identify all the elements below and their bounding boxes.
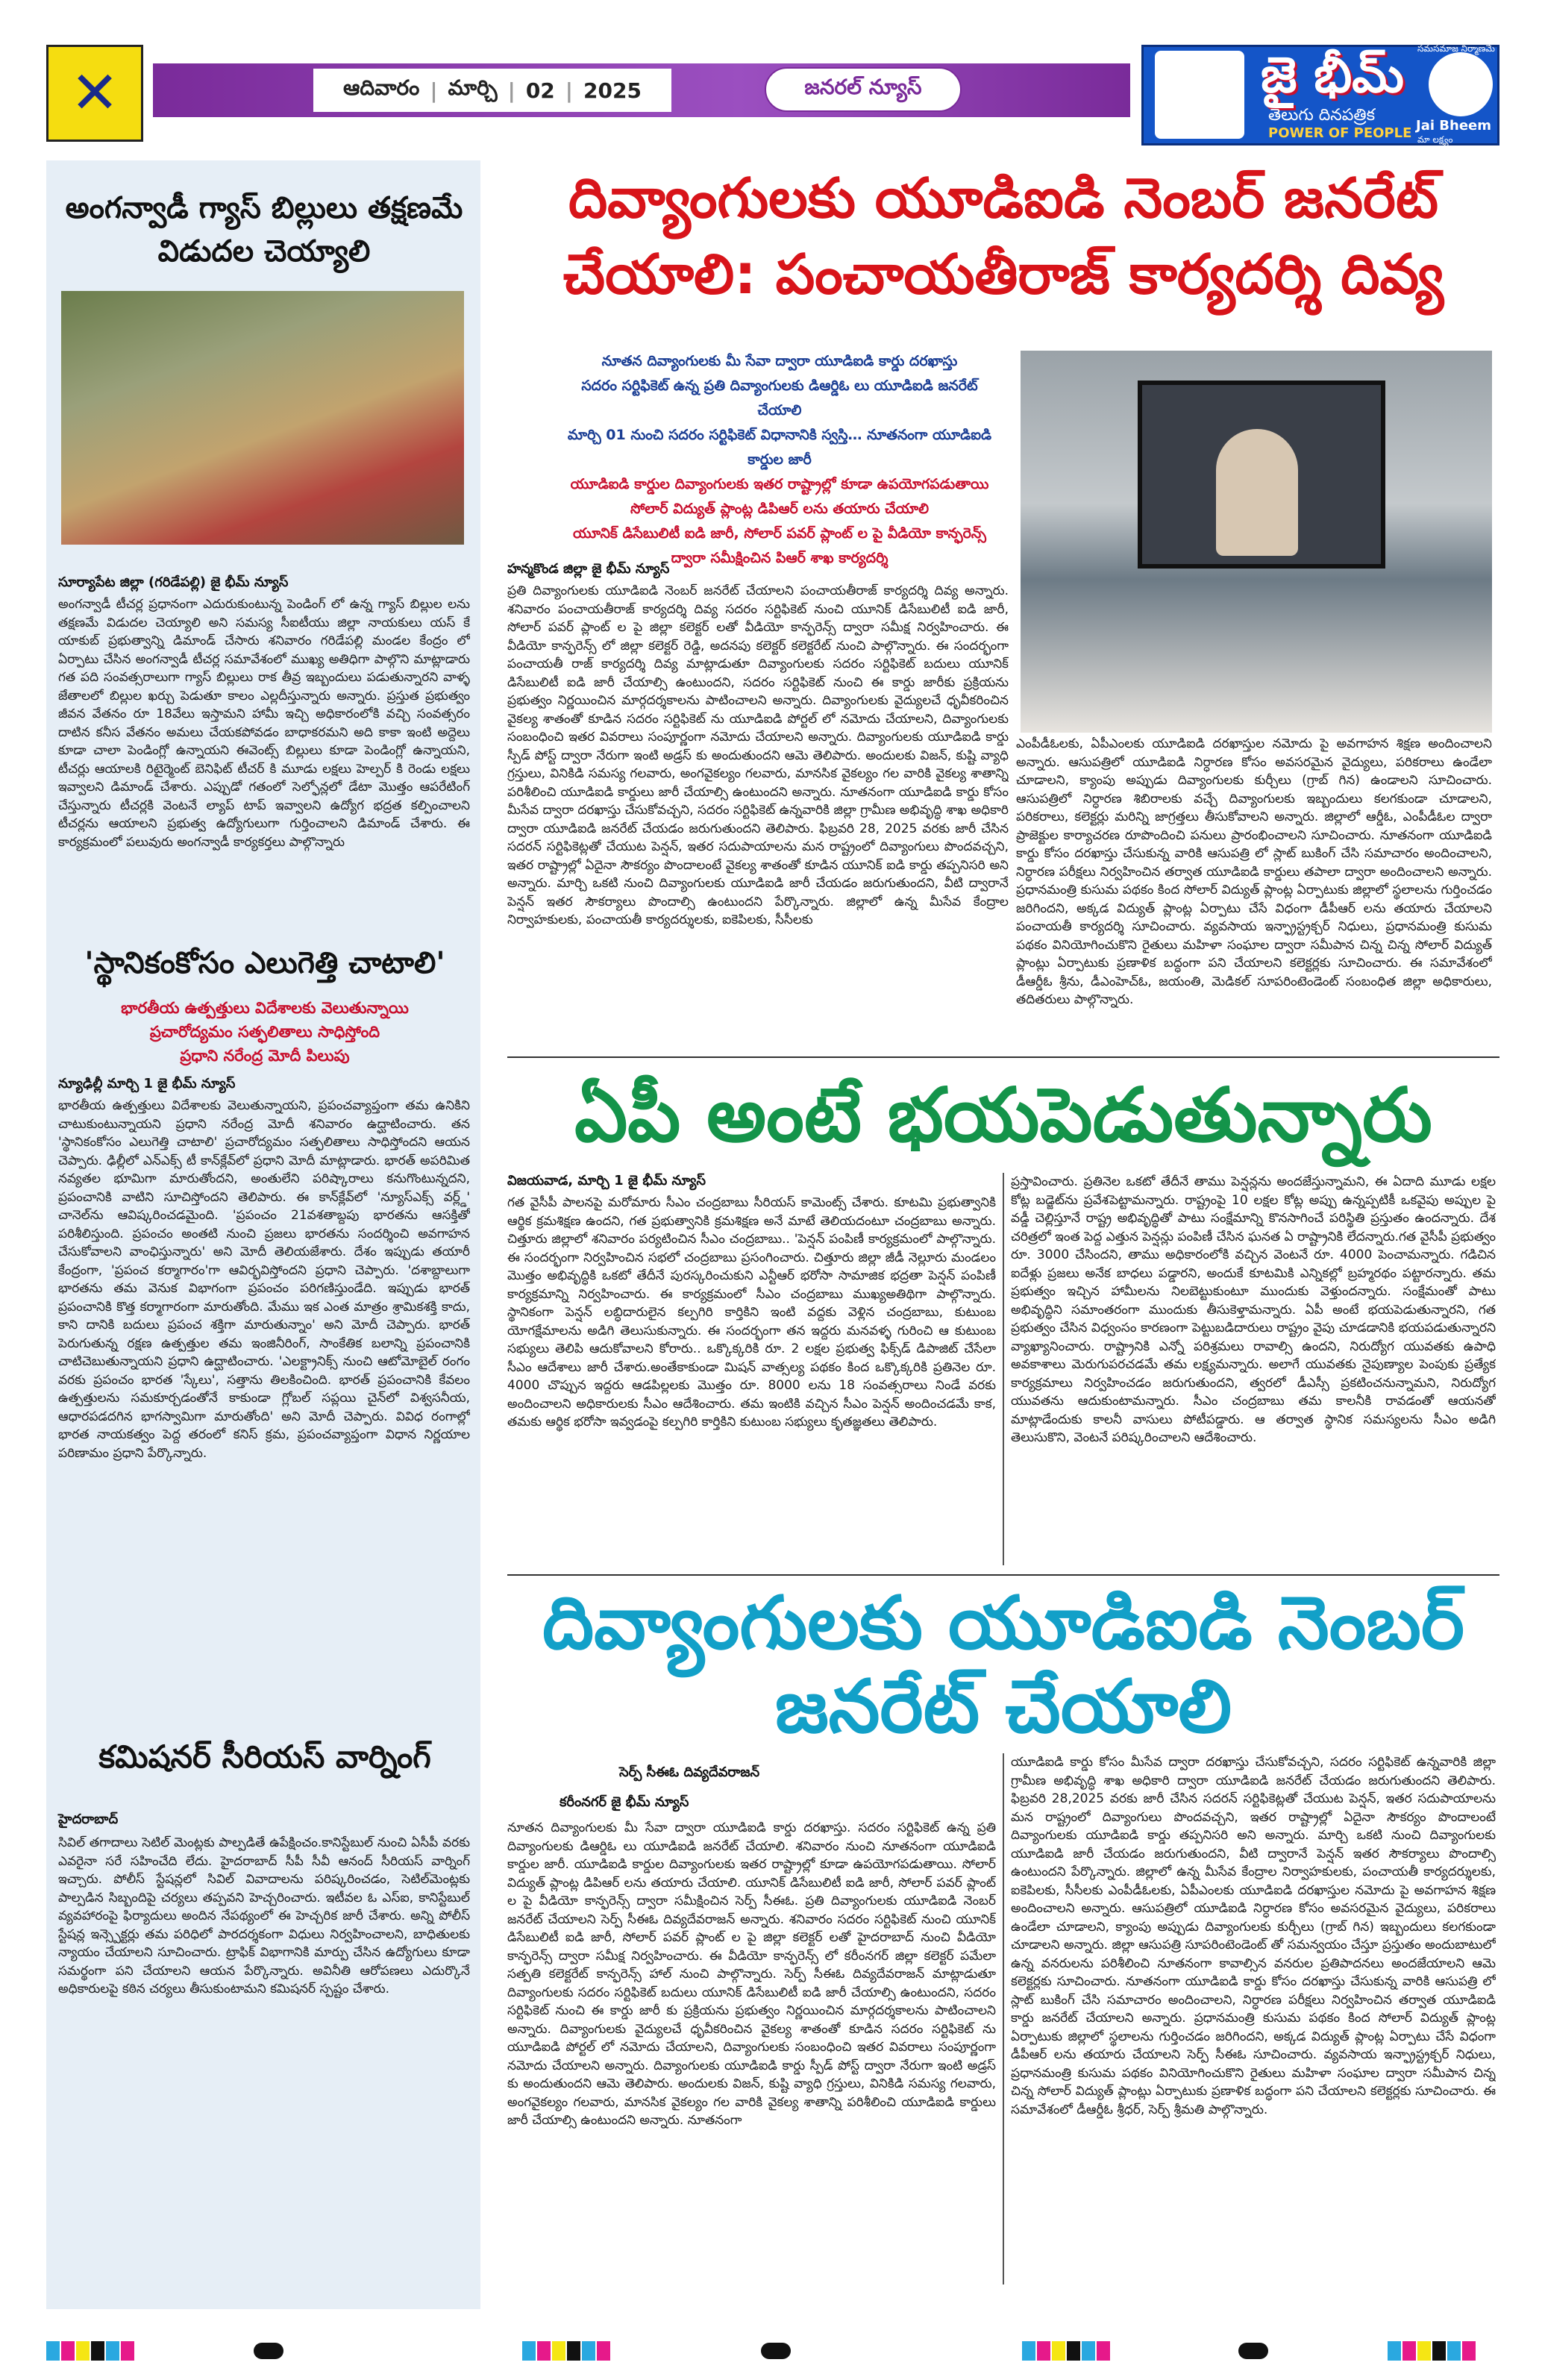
color-registration-strip bbox=[1022, 2341, 1110, 2361]
story2-body-col2: ప్రస్తావించారు. ప్రతినెల ఒకటో తేదీనే తాము పెన్షన్లను అందజేస్తున్నామని, ఈ ఏదాది మూడు లక్షల కోట్ల బడ్జెట్‌ను ప్రవేశపెట్టామన్నారు. రాష్ట్రంపై 10 లక్షల కోట్ల అప్పు ఉన్నప్పటికీ ఒకవైపు అప్పుల పై వడ్డీ చెల్లిస్తూనే రాష్ట్ర అభివృద్ధితో పాటు సంక్షేమాన్ని కొనసాగించే పరిస్థితి ప్రస్తుతం ఉందన్నారు. దేశ చరిత్రలో ఇంత పెద్ద ఎత్తున పెన్షన్లు పంపిణీ చేసిన ఘనత ఏ రాష్ట్రానికి లేదన్నారు.గత వైసీపీ ప్రభుత్వం రూ. 3000 చేసిందని, తాము అధికారంలోకి వచ్చిన వెంటనే రూ. 4000 పెంచామన్నారు. గడిచిన ఐదేళ్లు ప్రజలు అనేక బాధలు పడ్డారని, అందుకే కూటమికి ఎన్నికల్లో బ్రహ్మరథం పట్టారన్నారు. తమ ప్రభుత్వం ఇచ్చిన హామీలను నిలబెట్టుకుంటూ ముందుకు వెళ్తుందన్నారు. సంక్షేమంతో పాటు అభివృద్ధిని సమాంతరంగా ముందుకు తీసుకెళ్తామన్నారు. ఏపీ అంటే భయపెడుతున్నారని, గత ప్రభుత్వం చేసిన విధ్వంసం కారణంగా పెట్టుబడిదారులు రాష్ట్రం వైపు చూడడానికి భయపడుతున్నారని వ్యాఖ్యానించారు. రాష్ట్రానికి ఎన్నో పరిశ్రమలు రావాల్సి ఉందని, నిరుద్యోగ యువతకు ఉపాధి అవకాశాలు మెరుగుపరచడమే తమ లక్ష్యమన్నారు. అలాగే యువతకు నైపుణ్యాల పెంపుకు ప్రత్యేక కార్యక్రమాలు నిర్వహించడం జరుగుతుందని, త్వరలో డీఎస్సీ ప్రకటించనున్నామని, నిరుద్యోగ యువతను ఆదుకుంటామన్నారు. సీఎం చంద్రబాబు తమ కాలనీకి రావడంతో ఆయనతో మాట్లాడేందుకు కాలనీ వాసులు పోటీపడ్డారు. ఆ తర్వాత స్థానిక సమస్యలను సీఎం అడిగి తెలుసుకొని, వెంటనే పరిష్కరించాలని ఆదేశించారు. bbox=[1011, 1174, 1496, 1445]
left-story2-headline: 'స్థానికంకోసం ఎలుగెత్తి చాటాలి' bbox=[84, 946, 445, 980]
story1-byline: హన్మకొండ జిల్లా జై భీమ్ న్యూస్ bbox=[507, 561, 670, 577]
dateline-separator: | bbox=[565, 78, 574, 103]
story3-byline-place: కరీంనగర్ జై భీమ్ న్యూస్ bbox=[560, 1794, 689, 1810]
dateline-day: ఆదివారం bbox=[343, 75, 420, 100]
story2-byline: విజయవాడ, మార్చి 1 జై భీమ్ న్యూస్ bbox=[507, 1173, 706, 1189]
story1-highlight: యూడిఐడి కార్డుల దివ్యాంగులకు ఇతర రాష్ట్రాల్లో కూడా ఉపయోగపడుతాయి bbox=[570, 476, 989, 492]
newspaper-logo-mark: ✕ bbox=[46, 45, 143, 142]
masthead-top-note: సమసమాజ నిర్మాణమే bbox=[1417, 43, 1496, 54]
story1-body-col2: ఎంపీడీఓలకు, ఏపీఎంలకు యూడిఐడి దరఖాస్తుల నమోదు పై అవగాహన శిక్షణ అందించాలని అన్నారు. ఆసుపత్రిలో యూడిఐడి నిర్ధారణ కోసం అవసరమైన వైద్యులు, పరికరాలు ఉండేలా చూడాలని, క్యాంపు అప్పుడు దివ్యాంగులకు కుర్చీలు (గ్రాబ్ గిన) ఉండాలని సూచించారు. ఆసుపత్రిలో నిర్ధారణ శిబిరాలకు వచ్చే దివ్యాంగులకు ఇబ్బందులు కలగకుండా చూడాలని, పరికరాలు, కలెక్టర్లు మరిన్ని జాగ్రత్తలు తీసుకోవాలని అన్నారు. జిల్లాలో ఆర్డీఓ, ఎంపీడీఓల ద్వారా ప్రాజెక్టుల కార్యాచరణ రూపొందించి పనులు ప్రారంభించాలని సూచించారు. నూతనంగా యూడిఐడి కార్డు కోసం దరఖాస్తు చేసుకున్న వారికి ఆసుపత్రి లో స్లాట్ బుకింగ్ చేసి సమాచారం అందించాలని, నిర్ధారణ పరీక్షలు నిర్వహించిన తర్వాత యూడిఐడి కార్డులు తపాలా ద్వారా అందించాలని అన్నారు. ప్రధానమంత్రి కుసుమ పథకం కింద సోలార్ విద్యుత్ ప్లాంట్ల ఏర్పాటుకు జిల్లాలో స్థలాలను గుర్తించడం జరిగిందని, అక్కడ విద్యుత్ ప్లాంట్ల ఏర్పాటు చేసే విధంగా డీపీఆర్ లను తయారు చేయాలని పంచాయతీ కార్యదర్శి సూచించారు. వ్యవసాయ ఇన్ఫ్రాస్ట్రక్చర్ నిధులు, ప్రధానమంత్రి కుసుమ పథకం వినియోగించుకొని రైతులు మహిళా సంఘాల ద్వారా సమీపాన చిన్న చిన్న సోలార్ విద్యుత్ ప్లాంట్లు ఏర్పాటుకు ప్రణాళిక బద్ధంగా పని చేయాలని కలెక్టర్లకు సూచించారు. ఈ సమావేశంలో డీఆర్డీఓ శ్రీను, డీఎంహెచ్ఓ, జయంతి, మెడికల్ సూపరింటెండెంట్ సంబంధిత జిల్లా అధికారులు, తదితరులు పాల్గొన్నారు. bbox=[1016, 736, 1492, 1007]
left-story2-subhead: ప్రధాని నరేంద్ర మోదీ పిలుపు bbox=[180, 1047, 350, 1065]
dateline bbox=[313, 69, 671, 112]
left-story2-subheads bbox=[60, 996, 470, 1068]
column-rule bbox=[1003, 1753, 1004, 2285]
left-story2-byline: న్యూఢిల్లీ మార్చి 1 జై భీమ్ న్యూస్ bbox=[58, 1076, 236, 1092]
dateline-date: 02 bbox=[525, 78, 555, 103]
story3-body-col1: నూతన దివ్యాంగులకు మీ సేవా ద్వారా యూడిఐడి కార్డు దరఖాస్తు. సదరం సర్టిఫికెట్ ఉన్న ప్రతి దివ్యాంగులకు డిఆర్డిఓ లు యూడిఐడి జనరేట్ చేయాలి. శనివారం నుంచి నూతనంగా యూడిఐడి కార్డుల జారీ. యూడిఐడి కార్డుల దివ్యాంగులకు ఇతర రాష్ట్రాల్లో కూడా ఉపయోగపడుతాయి. సోలార్ విద్యుత్ ప్లాంట్ల డిపిఆర్ లను తయారు చేయాలి. యూనిక్ డిసేబులిటీ ఐడి జారీ, సోలార్ పవర్ ప్లాంట్ ల పై వీడియో కాన్ఫరెన్స్ ద్వారా సమీక్షించిన సెర్ప్ సీఈఓ. ప్రతి దివ్యాంగులకు యూడిఐడి నెంబర్ జనరేట్ చేయాలని సెర్ప్ సీఈఓ దివ్యదేవరాజన్ అన్నారు. శనివారం సదరం సర్టిఫికెట్ నుంచి యూనిక్ డిసేబులిటీ ఐడి జారీ, సోలార్ పవర్ ప్లాంట్ ల పై జిల్లా కలెక్టర్ లతో హైదరాబాద్ నుంచి వీడియో కాన్ఫరెన్స్ ద్వారా సమీక్ష నిర్వహించారు. ఈ వీడియో కాన్ఫరెన్స్ లో కరీంనగర్ జిల్లా కలెక్టర్ పమేలా సత్పతి కలెక్టరేట్ కాన్ఫరెన్స్ హాల్ నుంచి పాల్గొన్నారు. సెర్ప్ సీఈఓ దివ్యదేవరాజన్ మాట్లాడుతూ దివ్యాంగులకు సదరం సర్టిఫికెట్ బదులు యూనిక్ డిసేబులిటీ ఐడి జారీ చేయాల్సి ఉంటుందని, సదరం సర్టిఫికెట్ నుంచి ఈ కార్డు జారీ కు ప్రక్రియను ప్రభుత్వం నిర్ణయించిన మార్గదర్శకాలను పాటించాలని అన్నారు. దివ్యాంగులకు వైద్యులచే ధృవీకరించిన వైకల్య శాతంతో కూడిన సదరం సర్టిఫికెట్ ను యూడిఐడి పోర్టల్ లో నమోదు చేయాలని, దివ్యాంగులకు సంబంధించి ఇతర వివరాలు సంపూర్ణంగా నమోదు చేయాలని అన్నారు. దివ్యాంగులకు యూడిఐడి కార్డు స్పీడ్ పోస్ట్ ద్వారా నేరుగా ఇంటి అడ్రస్ కు అందుతుందని ఆమె తెలిపారు. అందులకు విజన్, కుష్టి వ్యాధి గ్రస్తులు, వినికిడి సమస్య గలవారు, అంగవైకల్యం గలవారు, మానసిక వైకల్యం గల వారికి వైకల్య శాతాన్ని పరిశీలించి యూడిఐడి కార్డులు జారీ చేయాల్సి ఉంటుందని అన్నారు. నూతనంగా bbox=[507, 1820, 996, 2128]
story3-headline: దివ్యాంగులకు యూడిఐడి నెంబర్ జనరేట్ చేయాలి bbox=[542, 1581, 1464, 1750]
story1-highlight: నూతన దివ్యాంగులకు మీ సేవా ద్వారా యూడిఐడి కార్డు దరఖాస్తు bbox=[601, 353, 958, 369]
section-label: జనరల్ న్యూస్ bbox=[765, 67, 962, 112]
dateline-year: 2025 bbox=[583, 78, 642, 103]
masthead-portrait bbox=[1155, 51, 1244, 139]
story1-highlight: సోలార్ విద్యుత్ ప్లాంట్ల డిపిఆర్ లను తయారు చేయాలి bbox=[630, 501, 930, 517]
dateline-separator: | bbox=[507, 78, 515, 103]
story2-body-col1: గత వైసీపీ పాలనపై మరోమారు సీఎం చంద్రబాబు సీరియస్ కామెంట్స్ చేశారు. కూటమి ప్రభుత్వానికి ఆర్థిక క్రమశిక్షణ ఉందని, గత ప్రభుత్వానికి క్రమశిక్షణ అనే మాటే తెలియదంటూ చంద్రబాబు అన్నారు. చిత్తూరు జిల్లాలో శనివారం పర్యటించిన సీఎం చంద్రబాబు.. 'పెన్షన్ పంపిణీ కార్యక్రమంలో పాల్గొన్నారు. ఈ సందర్భంగా నిర్వహించిన సభలో చంద్రబాబు ప్రసంగించారు. చిత్తూరు జిల్లా జీడీ నెల్లూరు మండలం మొత్తం అభివృద్ధికి ఒకటో తేదీనే పురస్కరించుకుని ఎన్టీఆర్ భరోసా సామాజిక భద్రతా పెన్షన్ పంపిణీ కార్యక్రమాన్ని నిర్వహించారు. ఈ కార్యక్రమంలో సీఎం చంద్రబాబు ముఖ్యఅతిథిగా పాల్గొన్నారు. స్థానికంగా పెన్షన్ లబ్ధిదారులైన కల్పగిరి కార్తికిని ఇంటి వద్దకు వెళ్లిన చంద్రబాబు, కుటుంబ యోగక్షేమాలను అడిగి తెలుసుకున్నారు. ఈ సందర్భంగా తన ఇద్దరు మనవళ్ళ గురించి ఆ కుటుంబ సభ్యులు తెలిపి ఆదుకోవాలని కోరారు.. ఒక్కొక్కరికి రూ. 2 లక్షల ప్రభుత్వ ఫిక్స్‌డ్ డిపాజిట్ చేసేలా సీఎం ఆదేశాలు జారీ చేశారు.అంతేకాకుండా మిషన్ వాత్సల్య పథకం కింద ఒక్కొక్కరికి ప్రతినెల రూ. 4000 చొప్పున ఇద్దరు ఆడపిల్లలకు మొత్తం రూ. 8000 లను 18 సంవత్సరాలు నిండే వరకు అందించాలని అధికారులకు సీఎం ఆదేశించారు. తమ ఇంటికి వచ్చిన సీఎం పెన్షన్ అందించడమే కాక, తమకు ఆర్థిక భరోసా ఇవ్వడంపై కల్పగిరి కార్తికిని కుటుంబ సభ్యులు కృతజ్ఞతలు తెలిపారు. bbox=[507, 1195, 996, 1429]
left-story1-byline: సూర్యాపేట జిల్లా (గరిడేపల్లి) జై భీమ్ న్యూస్ bbox=[58, 574, 289, 590]
left-story2-subhead: భారతీయ ఉత్పత్తులు విదేశాలకు వెలుతున్నాయి bbox=[121, 999, 409, 1017]
registration-mark bbox=[1238, 2343, 1268, 2359]
left-story1-body: అంగన్వాడీ టీచర్ల ప్రధానంగా ఎదురుకుంటున్న పెండింగ్ లో ఉన్న గ్యాస్ బిల్లుల లను తక్షణమే విడుదల చెయ్యాలి అని సమస్య సీఐటీయు జిల్లా నాయకులు యస్ కే యాకుబ్ ప్రభుత్వాన్ని డిమాండ్ చేసారు శనివారం గరిడేపల్లి మండల కేంద్రం లో ఏర్పాటు చేసిన అంగన్వాడీ టీచర్ల సమావేశంలో ముఖ్య అతిధిగా పాల్గొని మాట్లాడారు గత పది సంవత్సరాలుగా గ్యాస్ బిల్లులు రాక తీవ్ర ఇబ్బందులు పడుతున్నారని వాళ్ళ జేతాలలో బిల్లుల ఖర్చు పెడుతూ కాలం ఎల్లదీస్తున్నారు అన్నారు. ప్రస్తుత ప్రభుత్వం జీవన వేతనం రూ 18వేలు ఇస్తామని హామీ ఇచ్చి అధికారంలోకి వచ్చి సంవత్సరం దాటిన కనీస వేతనం అమలు చేయకపోవడం బాధాకరమని అది కాకా ఇంటి అద్దెలు కూడా చాలా పెండింగ్లో ఉన్నాయని ఈవెంట్స్ బిల్లులు కూడా పెండింగ్లో ఉన్నాయని, టీచర్లు ఆయాలకి రిటైర్మెంట్ బెనిఫిట్ టీచర్ కి మూడు లక్షలు హెల్పర్ కి రెండు లక్షలు ఇవ్వాలని డిమాండ్ చేశారు. ఎప్పుడో గతంలో సెల్ఫోన్లలో డేటా మొత్తం ఆపరేటింగ్ చేస్తున్నారు టీచర్లకి వెంటనే ల్యాప్ టాప్ ఇవ్వాలని ఉద్యోగ భద్రత కల్పించాలని టీచర్లను ఆయాలని ప్రభుత్వ ఉద్యోగులుగా గుర్తించాలని డిమాండ్ చేశారు. ఈ కార్యక్రమంలో పలువురు అంగన్వాడీ కార్యకర్తలు పాల్గొన్నారు bbox=[58, 597, 470, 850]
story1-highlight: యూనిక్ డిసేబులిటీ ఐడి జారీ, సోలార్ పవర్ ప్లాంట్ ల పై వీడియో కాన్ఫరెన్స్ ద్వారా సమీక్షించిన పిఆర్ శాఖ కార్యదర్శి bbox=[573, 525, 986, 566]
story2-headline: ఏపీ అంటే భయపెడుతున్నారు bbox=[574, 1071, 1432, 1159]
masthead-tagline: POWER OF PEOPLE bbox=[1268, 125, 1412, 141]
masthead-emblem bbox=[1429, 52, 1493, 116]
dateline-month: మార్చి bbox=[448, 75, 498, 100]
left-story1-photo bbox=[61, 291, 464, 545]
story1-photo-person bbox=[1216, 429, 1298, 556]
color-registration-strip bbox=[1388, 2341, 1476, 2361]
story1-headline: దివ్యాంగులకు యూడిఐడి నెంబర్ జనరేట్ చేయాలి: పంచాయతీరాజ్ కార్యదర్శి దివ్య bbox=[562, 166, 1444, 307]
masthead-title: జై భీమ్ bbox=[1261, 46, 1404, 104]
story1-highlight: సదరం సర్టిఫికెట్ ఉన్న ప్రతి దివ్యాంగులకు డిఆర్డిఓ లు యూడిఐడి జనరేట్ చేయాలి bbox=[581, 378, 978, 419]
left-story3-body: సివిల్ తగాదాలు సెటిల్ మెంట్లకు పాల్పడితే ఉపేక్షించం.కానిస్టేబుల్ నుంచి ఏసీపీ వరకు ఎవరైనా సరే సహించేది లేదు. హైదరాబాద్ సీపీ సీవీ ఆనంద్ సీరియస్ వార్నింగ్ ఇచ్చారు. పోలీస్ స్టేషన్లలో సివిల్ వివాదాలను పరిష్కరించడం, సెటిల్‌మెంట్లకు పాల్పడిన సిబ్బందిపై చర్యలు తప్పవని హెచ్చరించారు. ఇటీవల ఓ ఎస్ఐ, కానిస్టేబుల్ వ్యవహారంపై ఫిర్యాదులు అందిన నేపథ్యంలో ఈ హెచ్చరిక జారీ చేశారు. అన్ని పోలీస్ స్టేషన్ల ఇన్స్పెక్టర్లు తమ పరిధిలో పారదర్శకంగా విధులు నిర్వహించాలని, బాధితులకు న్యాయం చేయాలని సూచించారు. ట్రాఫిక్ విభాగానికి మార్పు చేసిన ఉద్యోగులు కూడా సమర్థంగా పని చేయాలని ఆయన పేర్కొన్నారు. అవినీతి ఆరోపణలు ఎదుర్కొనే అధికారులపై కఠిన చర్యలు తీసుకుంటామని కమిషనర్ స్పష్టం చేశారు. bbox=[58, 1835, 470, 1997]
left-story2-subhead: ప్రచారోద్యమం సత్ఫలితాలు సాధిస్తోంది bbox=[149, 1023, 380, 1041]
registration-mark bbox=[254, 2343, 283, 2359]
masthead-subtitle: తెలుగు దినపత్రిక bbox=[1268, 106, 1376, 125]
story1-highlights bbox=[560, 349, 1000, 571]
story1-body-col1: ప్రతి దివ్యాంగులకు యూడిఐడి నెంబర్ జనరేట్ చేయాలని పంచాయతీరాజ్ కార్యదర్శి దివ్య అన్నారు. శనివారం పంచాయతీరాజ్ కార్యదర్శి దివ్య సదరం సర్టిఫికెట్ నుంచి యూనిక్ డిసేబులిటీ ఐడి జారీ, సోలార్ పవర్ ప్లాంట్ ల పై జిల్లా కలెక్టర్ లతో వీడియో కాన్ఫరెన్స్ ద్వారా సమీక్ష నిర్వహించారు. ఈ వీడియో కాన్ఫరెన్స్ లో జిల్లా కలెక్టర్ రెడ్డి, అదనపు కలెక్టర్ కలెక్టరేట్ నుంచి పాల్గొన్నారు. ఈ సందర్భంగా పంచాయతీ రాజ్ కార్యదర్శి దివ్య మాట్లాడుతూ దివ్యాంగులకు సదరం సర్టిఫికెట్ బదులు యూనిక్ డిసేబులిటీ ఐడి జారీ చేయాల్సి ఉంటుందని, సదరం సర్టిఫికెట్ నుంచి ఈ కార్డు జారీకు ప్రక్రియను ప్రభుత్వం నిర్ణయించిన మార్గదర్శకాలను పాటించాలని అన్నారు. దివ్యాంగులకు వైద్యులచే ధృవీకరించిన వైకల్య శాతంతో కూడిన సదరం సర్టిఫికెట్ ను యూడిఐడి పోర్టల్ లో నమోదు చేయాలని, దివ్యాంగులకు సంబంధించి ఇతర వివరాలు సంపూర్ణంగా నమోదు చేయాలని అన్నారు. దివ్యాంగులకు యూడిఐడి కార్డు స్పీడ్ పోస్ట్ ద్వారా నేరుగా ఇంటి అడ్రస్ కు అందుతుందని ఆమె తెలిపారు. అందులకు విజన్, కుష్టి వ్యాధి గ్రస్తులు, వినికిడి సమస్య గలవారు, అంగవైకల్యం గలవారు, మానసిక వైకల్యం గల వారికి వైకల్య శాతాన్ని పరిశీలించి యూడిఐడి కార్డులు జారీ చేయాల్సి ఉంటుందని అన్నారు. నూతనంగా యూడిఐడి కార్డు కోసం మీసేవ ద్వారా దరఖాస్తు చేసుకోవచ్చని, సదరం సర్టిఫికెట్ ఉన్నవారికి జిల్లా గ్రామీణ అభివృద్ధి శాఖ అధికారి ద్వారా యూడిఐడి జనరేట్ చేయడం జరుగుతుందని తెలిపారు. ఫిబ్రవరి 28, 2025 వరకు జారీ చేసిన సదరన్ సర్టిఫికెట్లతో చేయుట పెన్షన్, ఇతర సదుపాయాలను మన రాష్ట్రంలో దివ్యాంగులు పొందవచ్చని, ఇతర రాష్ట్రాల్లో ఏదైనా సౌకర్యం పొందాలంటే వైకల్య శాతంతో కూడిన యూనిక్ ఐడి కార్డు తప్పనిసరి అని అన్నారు. మార్చి ఒకటి నుంచి దివ్యాంగులకు యూడిఐడి జారీ చేయడం జరుగుతుందని, వీటి ద్వారానే పెన్షన్ ఇతర సౌకర్యాలు పొందాల్సి ఉంటుందని పేర్కొన్నారు. జిల్లాలో ఉన్న మీసేవ కేంద్రాల నిర్వాహకులకు, పంచాయతీ కార్యదర్శులకు, ఐకెపిలకు, సీసీలకు bbox=[507, 583, 1009, 927]
left-story3-byline: హైదరాబాద్ bbox=[58, 1811, 119, 1827]
story1-highlight: మార్చి 01 నుంచి సదరం సర్టిఫికెట్ విధానానికి స్వస్తి… నూతనంగా యూడిఐడి కార్డుల జారీ bbox=[567, 427, 992, 468]
left-story2-body: భారతీయ ఉత్పత్తులు విదేశాలకు వెలుతున్నాయని, ప్రపంచవ్యాప్తంగా తమ ఉనికిని చాటుకుంటున్నాయని ప్రధాని నరేంద్ర మోదీ శనివారం ఉద్ఘాటించారు. తన 'స్థానికంకోసం ఎలుగెత్తి చాటాలి' ప్రచారోద్యమం సత్ఫలితాలు సాధిస్తోందని ఆయన చెప్పారు. ఢిల్లీలో ఎన్ఎక్స్ టీ కాన్‌క్లేవ్‌లో ప్రధాని మోదీ మాట్లాడారు. భారత్ అపరిమిత నవ్యతల భూమిగా మారుతోందని, అంతులేని పరిష్కారాలు కనుగొంటున్నదని, ప్రపంచానికి వాటిని సూచిస్తోందని తెలిపారు. ఈ కాన్‌క్లేవ్‌లో 'న్యూస్ఎక్స్ వర్ల్డ్' చానెల్‌ను ఆవిష్కరించడమైంది. 'ప్రపంచం 21వశతాబ్దపు భారతను ఆసక్తితో పరిశీలిస్తుంది. ప్రపంచం అంతటి నుంచి ప్రజలు భారతను సందర్శించి అవగాహన చేసుకోవాలని వాంఛిస్తున్నారు' అని మోదీ తెలియజేశారు. దేశం ఇప్పుడు తయారీ కేంద్రంగా, 'ప్రపంచ కర్మాగారం'గా ఆవిర్భవిస్తోందని ప్రధాని చెప్పారు. 'దశాబ్దాలుగా భారతను తమ వెనుక విభాగంగా ప్రపంచం పరిగణిస్తుండేది. ఇప్పుడు భారత్ ప్రపంచానికి కొత్త కర్మాగారంగా మారుతోంది. మేము ఇక ఎంత మాత్రం శ్రామికశక్తి కాదు, కాని దానికి బదులు ప్రపంచ శక్తిగా మారుతున్నాం' అని మోదీ చెప్పారు. భారత్ పెరుగుతున్న రక్షణ ఉత్పత్తుల తమ ఇంజినీరింగ్, సాంకేతిక బలాన్ని ప్రపంచానికి చాటిచెబుతున్నాయని ప్రధాని ఉద్ఘాటించారు. 'ఎలక్ట్రానిక్స్ నుంచి ఆటోమోబైల్ రంగం వరకు ప్రపంచం భారత 'స్కేలు', సత్తాను తిలకించింది. భారత్ ప్రపంచానికి కేవలం ఉత్పత్తులను సమకూర్చడంతోనే కాకుండా గ్లోబల్ సప్లయి చైన్‌లో విశ్వసనీయ, ఆధారపడదగిన భాగస్వామిగా మారుతోంది' అని మోదీ చెప్పారు. వివిధ రంగాల్లో భారత నాయకత్వం పెద్ద తరంలో కనిస్ క్రమ, ప్రపంచవ్యాప్తంగా విధాన నిర్ణయాల పరిణామం ప్రధాని పేర్కొన్నారు. bbox=[58, 1098, 470, 1461]
registration-mark bbox=[761, 2343, 791, 2359]
story3-body-col2: యూడిఐడి కార్డు కోసం మీసేవ ద్వారా దరఖాస్తు చేసుకోవచ్చని, సదరం సర్టిఫికెట్ ఉన్నవారికి జిల్లా గ్రామీణ అభివృద్ధి శాఖ అధికారి ద్వారా యూడిఐడి జనరేట్ చేయడం జరుగుతుందని తెలిపారు. ఫిబ్రవరి 28,2025 వరకు జారీ చేసిన సదరన్ సర్టిఫికెట్లతో చేయుట పెన్షన్, ఇతర సదుపాయాలను మన రాష్ట్రంలో దివ్యాంగులు పొందవచ్చని, ఇతర రాష్ట్రాల్లో ఏదైనా సౌకర్యం పొందాలంటే దివ్యాంగులకు యూడిఐడి కార్డు తప్పనిసరి అని అన్నారు. మార్చి ఒకటి నుంచి దివ్యాంగులకు యూడిఐడి జారీ చేయడం జరుగుతుందని, వీటి ద్వారానే పెన్షన్ ఇతర సౌకర్యాలు పొందాల్సి ఉంటుందని పేర్కొన్నారు. జిల్లాలో ఉన్న మీసేవ కేంద్రాల నిర్వాహకులకు, పంచాయతీ కార్యదర్శులకు, ఐకెపిలకు, సీసీలకు ఎంపీడీఓలకు, ఏపీఎంలకు యూడిఐడి దరఖాస్తుల నమోదు పై అవగాహన శిక్షణ అందించాలని అన్నారు. ఆసుపత్రిలో యూడిఐడి నిర్ధారణ కోసం అవసరమైన వైద్యులు, పరికరాలు ఉండేలా చూడాలని, క్యాంపు అప్పుడు దివ్యాంగులకు కుర్చీలు (గ్రాబ్ గిన) ఇబ్బందులు కలగకుండా చూడాలని అన్నారు. జిల్లా ఆసుపత్రి సూపరింటెండెంట్ తో సమన్వయం చేస్తూ ప్రస్తుతం అందుబాటులో ఉన్న వనరులను పరిశీలించి నూతనంగా కావాల్సిన వనరుల ప్రతిపాదనలు అందజేయాలని ఆమె కలెక్టర్లకు సూచించారు. నూతనంగా యూడిఐడి కార్డు కోసం దరఖాస్తు చేసుకున్న వారికి ఆసుపత్రి లో స్లాట్ బుకింగ్ చేసి సమాచారం అందించాలని, నిర్ధారణ పరీక్షలు నిర్వహించిన తర్వాత యూడిఐడి కార్డు జనరేట్ చేయాలని అన్నారు. ప్రధానమంత్రి కుసుమ పథకం కింద సోలార్ విద్యుత్ ప్లాంట్ల ఏర్పాటుకు జిల్లాలో స్థలాలను గుర్తించడం జరిగిందని, అక్కడ విద్యుత్ ప్లాంట్ల ఏర్పాటు చేసే విధంగా డీపీఆర్ లను తయారు చేయాలని సెర్ప్ సీఈఓ సూచించారు. వ్యవసాయ ఇన్ఫ్రాస్ట్రక్చర్ నిధులు, ప్రధానమంత్రి కుసుమ పథకం వినియోగించుకొని రైతులు మహిళా సంఘాల ద్వారా సమీపాన చిన్న చిన్న సోలార్ విద్యుత్ ప్లాంట్లు ఏర్పాటుకు ప్రణాళిక బద్ధంగా పని చేయాలని కలెక్టర్లకు సూచించారు. ఈ సమావేశంలో డీఆర్డీఓ శ్రీధర్, సెర్ప్ శ్రీమతి పాల్గొన్నారు. bbox=[1011, 1755, 1496, 2117]
divider bbox=[507, 1056, 1499, 1058]
color-registration-strip bbox=[46, 2341, 134, 2361]
dateline-separator: | bbox=[430, 78, 438, 103]
story3-byline-author: సెర్ప్ సీఈఓ దివ్యదేవరాజన్ bbox=[619, 1764, 760, 1780]
left-story1-headline: అంగన్వాడీ గ్యాస్ బిల్లులు తక్షణమే విడుదల చెయ్యాలి bbox=[65, 191, 463, 269]
color-registration-strip bbox=[522, 2341, 610, 2361]
left-story3-headline: కమిషనర్ సీరియస్ వార్నింగ్ bbox=[98, 1738, 431, 1775]
divider bbox=[507, 1574, 1499, 1576]
column-rule bbox=[1003, 1173, 1004, 1565]
masthead-bottom-note: మా లక్ష్యం bbox=[1417, 134, 1453, 145]
masthead-english-name: Jai Bheem bbox=[1416, 118, 1491, 134]
